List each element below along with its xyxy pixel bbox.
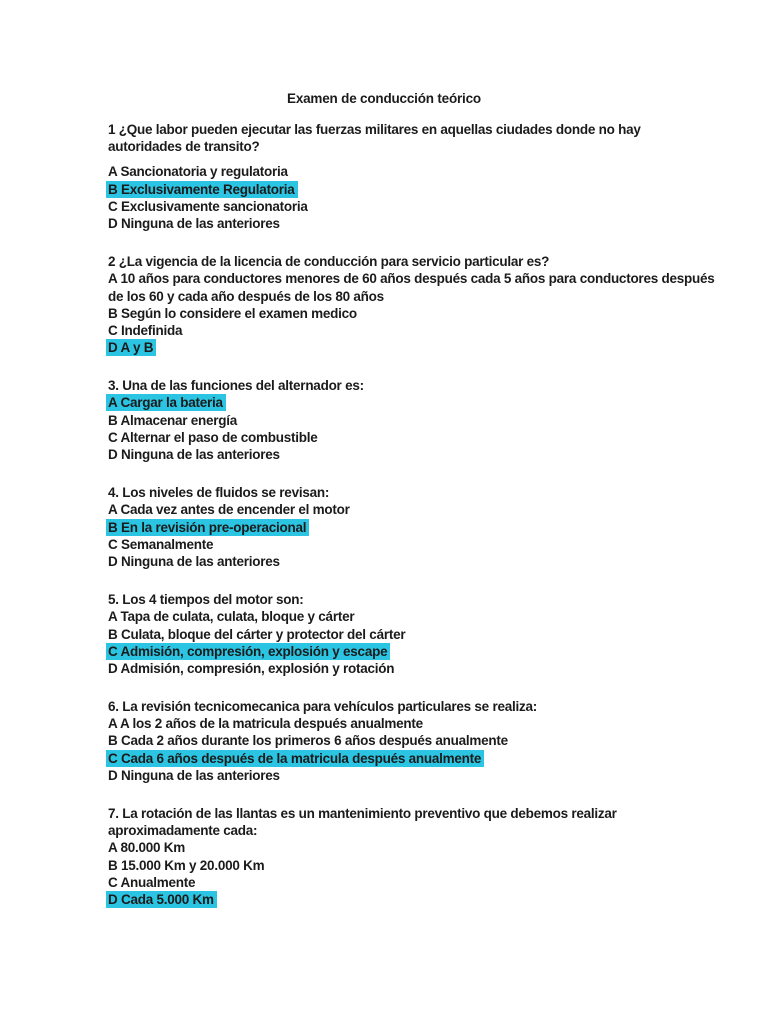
- answer-option-highlighted: C Admisión, compresión, explosión y escape: [106, 643, 390, 660]
- option-line: [108, 519, 756, 536]
- option-line: [108, 891, 756, 908]
- question-text: 7. La rotación de las llantas es un mantenimiento preventivo que debemos realizar: [108, 806, 617, 821]
- option-line: [108, 536, 756, 553]
- option-line: [108, 198, 756, 215]
- option-line: [108, 163, 756, 180]
- answer-option: de los 60 y cada año después de los 80 años: [108, 288, 384, 304]
- answer-option: C Indefinida: [108, 322, 183, 338]
- question-text: 4. Los niveles de fluidos se revisan:: [108, 485, 330, 501]
- answer-option: C Exclusivamente sancionatoria: [108, 198, 308, 214]
- question-text: 2 ¿La vigencia de la licencia de conducción para servicio particular es?: [108, 254, 550, 270]
- questions-list: [0, 121, 756, 908]
- answer-option-highlighted: B Exclusivamente Regulatoria: [106, 181, 298, 198]
- question-options-spacer: [108, 155, 756, 163]
- answer-option: D Ninguna de las anteriores: [108, 447, 280, 462]
- option-line: [108, 446, 756, 463]
- answer-option-highlighted: D Cada 5.000 Km: [106, 891, 217, 908]
- answer-option-highlighted: A Cargar la bateria: [106, 394, 226, 411]
- answer-option: B Almacenar energía: [108, 412, 238, 428]
- option-line: [108, 839, 756, 856]
- option-line: [108, 339, 756, 356]
- answer-option: A Sancionatoria y regulatoria: [108, 164, 288, 180]
- answer-option: D Admisión, compresión, explosión y rotación: [108, 660, 395, 676]
- question-text: autoridades de transito?: [108, 139, 260, 155]
- answer-option: A Cada vez antes de encender el motor: [108, 502, 350, 518]
- answer-option: B Culata, bloque del cárter y protector del cárter: [108, 626, 406, 642]
- question-block: [108, 698, 756, 784]
- answer-option: D Ninguna de las anteriores: [108, 553, 280, 569]
- option-line: [108, 608, 756, 625]
- question-text: aproximadamente cada:: [108, 823, 258, 839]
- answer-option: B 15.000 Km y 20.000 Km: [108, 857, 265, 873]
- answer-option: C Anualmente: [108, 874, 196, 890]
- option-line: [108, 732, 756, 749]
- answer-option: A 80.000 Km: [108, 840, 186, 856]
- answer-option: A 10 años para conductores menores de 60 años después cada 5 años para conductores después: [108, 271, 715, 287]
- question-block: [108, 121, 756, 232]
- option-line: [108, 501, 756, 518]
- option-line: [108, 660, 756, 677]
- option-line: [108, 181, 756, 198]
- answer-option: A A los 2 años de la matricula después anualmente: [108, 716, 423, 732]
- option-line: [108, 412, 756, 429]
- option-line: [108, 305, 756, 322]
- answer-option: C Semanalmente: [108, 536, 214, 552]
- option-line: [108, 643, 756, 660]
- question-block: [108, 484, 756, 570]
- option-line: [108, 322, 756, 339]
- answer-option: C Alternar el paso de combustible: [108, 429, 318, 445]
- option-line: [108, 626, 756, 643]
- answer-option-highlighted: D A y B: [106, 339, 156, 356]
- option-line: [108, 270, 756, 287]
- question-text: 1 ¿Que labor pueden ejecutar las fuerzas militares en aquellas ciudades donde no hay: [108, 122, 641, 137]
- option-line: [108, 750, 756, 767]
- option-line: [108, 857, 756, 874]
- option-line: [108, 874, 756, 891]
- option-line: [108, 553, 756, 570]
- answer-option: A Tapa de culata, culata, bloque y cárter: [108, 609, 355, 625]
- answer-option-highlighted: C Cada 6 años después de la matricula después anualmente: [106, 750, 484, 767]
- option-line: [108, 394, 756, 411]
- question-block: [108, 253, 756, 356]
- option-line: [108, 767, 756, 784]
- option-line: [108, 288, 756, 305]
- option-line: [108, 429, 756, 446]
- option-line: [108, 215, 756, 232]
- answer-option: D Ninguna de las anteriores: [108, 767, 280, 783]
- question-block: [108, 591, 756, 677]
- question-block: [108, 377, 756, 463]
- question-block: [108, 805, 756, 908]
- option-line: [108, 715, 756, 732]
- question-text: 5. Los 4 tiempos del motor son:: [108, 592, 304, 608]
- question-text: 3. Una de las funciones del alternador es:: [108, 378, 364, 394]
- answer-option: D Ninguna de las anteriores: [108, 215, 280, 231]
- answer-option: B Cada 2 años durante los primeros 6 años después anualmente: [108, 733, 508, 749]
- answer-option: B Según lo considere el examen medico: [108, 305, 357, 321]
- page-title: Examen de conducción teórico: [287, 91, 481, 106]
- answer-option-highlighted: B En la revisión pre-operacional: [106, 519, 309, 536]
- question-text: 6. La revisión tecnicomecanica para vehículos particulares se realiza:: [108, 699, 537, 715]
